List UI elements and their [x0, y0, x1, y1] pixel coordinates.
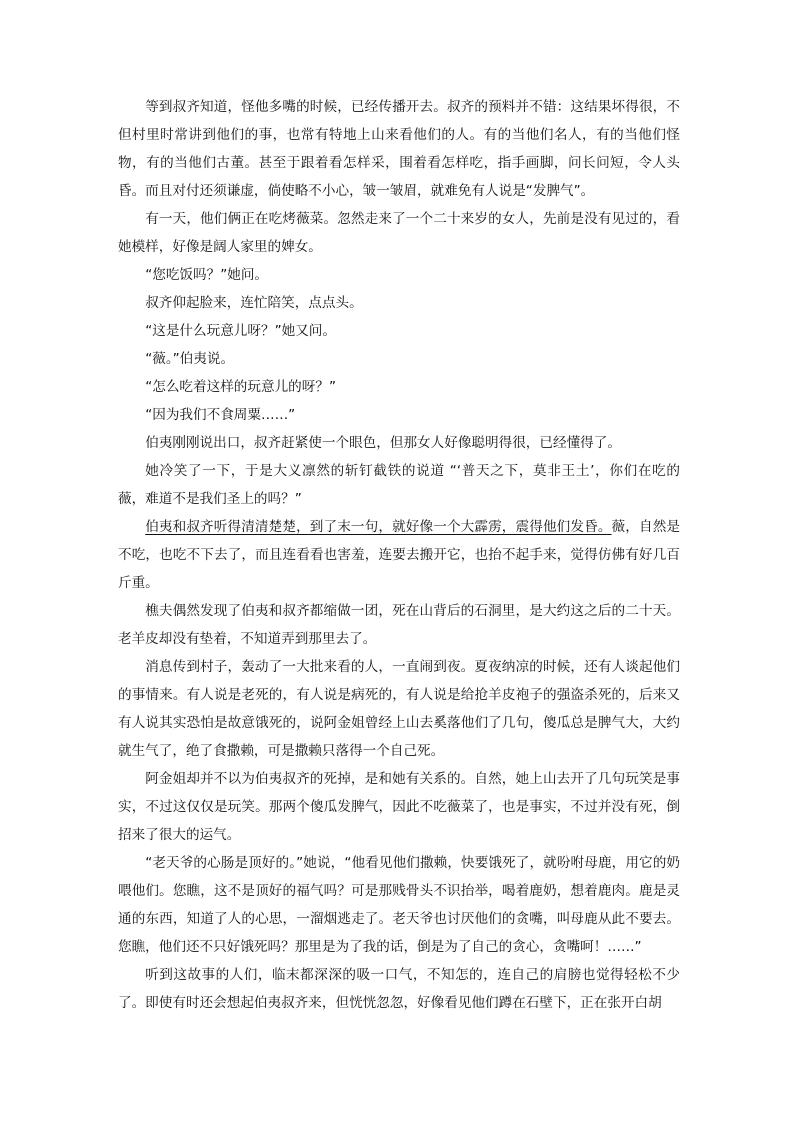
paragraph-6: “薇。”伯夷说。 — [145, 351, 235, 367]
paragraph-8: “因为我们不食周粟……” — [145, 407, 296, 423]
paragraph-16: 听到这故事的人们，临末都深深的吸一口气，不知怎的，连自己的肩膀也觉得轻松不少了。即使有时还会想起伯夷叔齐来，但恍恍忽忽，好像看见他们蹲在石壁下，正在张开白胡 — [118, 967, 680, 1011]
underlined-sentence: 伯夷和叔齐听得清清楚楚，到了末一句，就好像一个大霹雳，震得他们发昏。 — [145, 519, 612, 535]
paragraph-15: “老天爷的心肠是顶好的。”她说，“他看见他们撒赖，快要饿死了，就吩咐母鹿，用它的奶喂他们。您瞧，这不是顶好的福气吗？可是那贱骨头不识抬举，喝着鹿奶，想着鹿肉。鹿是灵通的东西，知道了人的心思，一溜烟逃走了。老天爷也讨厌他们的贪嘴，叫母鹿从此不要去。您瞧，他们还不只好饿死吗？那里是为了我的话，倒是为了自己的贪心，贪嘴呵！……” — [118, 855, 680, 955]
paragraph-2: 有一天，他们俩正在吃烤薇菜。忽然走来了一个二十来岁的女人，先前是没有见过的，看她模样，好像是阔人家里的婢女。 — [118, 211, 680, 255]
paragraph-9: 伯夷刚刚说出口，叔齐赶紧使一个眼色，但那女人好像聪明得很，已经懂得了。 — [145, 435, 621, 451]
paragraph-11 — [118, 513, 680, 597]
paragraph-11-rest: 薇，自然是不吃，也吃不下去了，而且连看看也害羞，连要去搬开它，也抬不起手来，觉得仿佛有好几百斤重。 — [118, 519, 681, 591]
paragraph-4: 叔齐仰起脸来，连忙陪笑，点点头。 — [145, 295, 363, 311]
paragraph-10: 她冷笑了一下，于是大义凛然的斩钉截铁的说道 “‘普天之下，莫非王土’，你们在吃的薇，难道不是我们圣上的吗？” — [118, 463, 680, 507]
paragraph-13: 消息传到村子，轰动了一大批来看的人，一直闹到夜。夏夜纳凉的时候，还有人谈起他们的事情来。有人说是老死的，有人说是病死的，有人说是给抢羊皮袍子的强盗杀死的，后来又有人说其实恐怕是故意饿死的，说阿金姐曾经上山去奚落他们了几句，傻瓜总是脾气大，大约就生气了，绝了食撒赖，可是撒赖只落得一个自己死。 — [118, 659, 680, 759]
paragraph-1: 等到叔齐知道，怪他多嘴的时候，已经传播开去。叔齐的预料并不错：这结果坏得很，不但村里时常讲到他们的事，也常有特地上山来看他们的人。有的当他们名人，有的当他们怪物，有的当他们古董。甚至于跟着看怎样采，围着看怎样吃，指手画脚，问长问短，令人头昏。而且对付还须谦虚，倘使略不小心，皱一皱眉，就难免有人说是“发脾气”。 — [118, 99, 680, 199]
paragraph-3: “您吃饭吗？”她问。 — [145, 267, 269, 283]
paragraph-12: 樵夫偶然发现了伯夷和叔齐都缩做一团，死在山背后的石洞里，是大约这之后的二十天。老羊皮却没有垫着，不知道弄到那里去了。 — [118, 603, 680, 647]
paragraph-7: “怎么吃着这样的玩意儿的呀？” — [145, 379, 336, 395]
paragraph-5: “这是什么玩意儿呀？”她又问。 — [145, 323, 336, 339]
paragraph-14: 阿金姐却并不以为伯夷叔齐的死掉，是和她有关系的。自然，她上山去开了几句玩笑是事实，不过这仅仅是玩笑。那两个傻瓜发脾气，因此不吃薇菜了，也是事实，不过并没有死，倒招来了很大的运气。 — [118, 771, 680, 843]
document-body — [118, 93, 680, 1017]
